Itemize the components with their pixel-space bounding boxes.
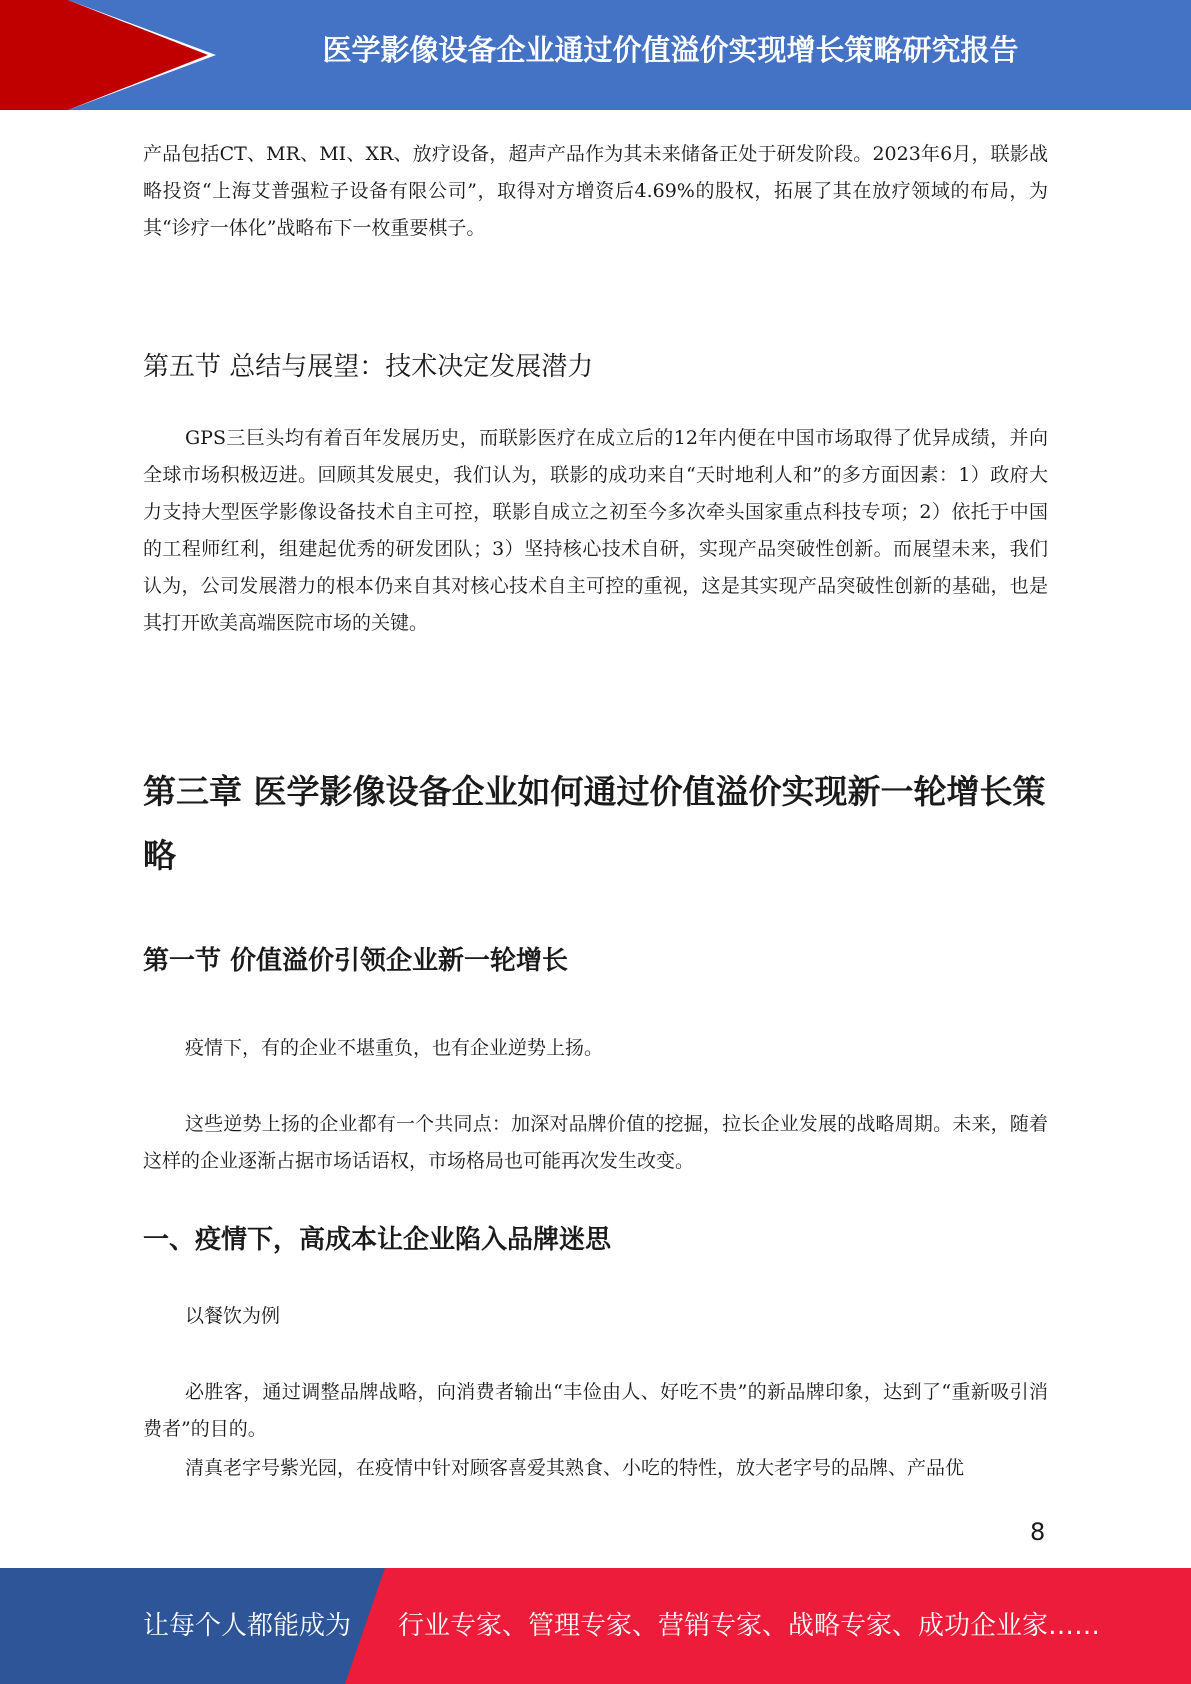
section5-body (143, 420, 1048, 642)
header-red-block (0, 0, 68, 110)
pizzahut-paragraph: 必胜客，通过调整品牌战略，向消费者输出“丰俭由人、好吃不贵”的新品牌印象，达到了“重新吸引消费者”的目的。 (143, 1381, 1048, 1440)
intro-block (143, 136, 1048, 247)
ziguangyuan-paragraph: 清真老字号紫光园，在疫情中针对顾客喜爱其熟食、小吃的特性，放大老字号的品牌、产品优 (185, 1457, 965, 1479)
sub1-heading-block (143, 1219, 1048, 1256)
section1-heading: 第一节 价值溢价引领企业新一轮增长 (143, 946, 569, 976)
epidemic-paragraph: 疫情下，有的企业不堪重负，也有企业逆势上扬。 (185, 1037, 604, 1059)
footer-slogan-left: 让每个人都能成为 (143, 1611, 352, 1641)
sub1-heading: 一、疫情下，高成本让企业陷入品牌迷思 (143, 1225, 612, 1255)
header-banner (0, 0, 1191, 110)
report-title: 医学影像设备企业通过价值溢价实现增长策略研究报告 (322, 33, 1019, 67)
common-block (143, 1106, 1048, 1180)
catering-paragraph: 以餐饮为例 (185, 1305, 281, 1327)
ziguangyuan-block (143, 1450, 1048, 1487)
pizzahut-block (143, 1374, 1048, 1448)
footer-banner (0, 1568, 1191, 1684)
page-number: 8 (1030, 1518, 1046, 1546)
chapter3-heading-block (143, 760, 1048, 888)
footer-slogan-right: 行业专家、管理专家、营销专家、战略专家、成功企业家…… (398, 1611, 1101, 1641)
section1-heading-block (143, 940, 1048, 977)
common-paragraph: 这些逆势上扬的企业都有一个共同点：加深对品牌价值的挖掘，拉长企业发展的战略周期。未来，随着这样的企业逐渐占据市场话语权，市场格局也可能再次发生改变。 (143, 1113, 1048, 1172)
section5-paragraph: GPS三巨头均有着百年发展历史，而联影医疗在成立后的12年内便在中国市场取得了优异成绩，并向全球市场积极迈进。回顾其发展史，我们认为，联影的成功来自“天时地利人和”的多方面因素：1）政府大力支持大型医学影像设备技术自主可控，联影自成立之初至今多次牵头国家重点科技专项；2）依托于中国的工程师红利，组建起优秀的研发团队；3）坚持核心技术自研，实现产品突破性创新。而展望未来，我们认为，公司发展潜力的根本仍来自其对核心技术自主可控的重视，这是其实现产品突破性创新的基础，也是其打开欧美高端医院市场的关键。 (143, 427, 1048, 634)
section5-heading-block (143, 346, 1048, 383)
intro-paragraph: 产品包括CT、MR、MI、XR、放疗设备，超声产品作为其未来储备正处于研发阶段。2023年6月，联影战略投资“上海艾普强粒子设备有限公司”，取得对方增资后4.69%的股权，拓展了其在放疗领域的布局，为其“诊疗一体化”战略布下一枚重要棋子。 (143, 143, 1048, 239)
section5-heading: 第五节 总结与展望：技术决定发展潜力 (143, 352, 594, 382)
epidemic-block (143, 1030, 1048, 1067)
chapter3-heading: 第三章 医学影像设备企业如何通过价值溢价实现新一轮增长策略 (143, 772, 1046, 875)
catering-block (143, 1298, 1048, 1335)
